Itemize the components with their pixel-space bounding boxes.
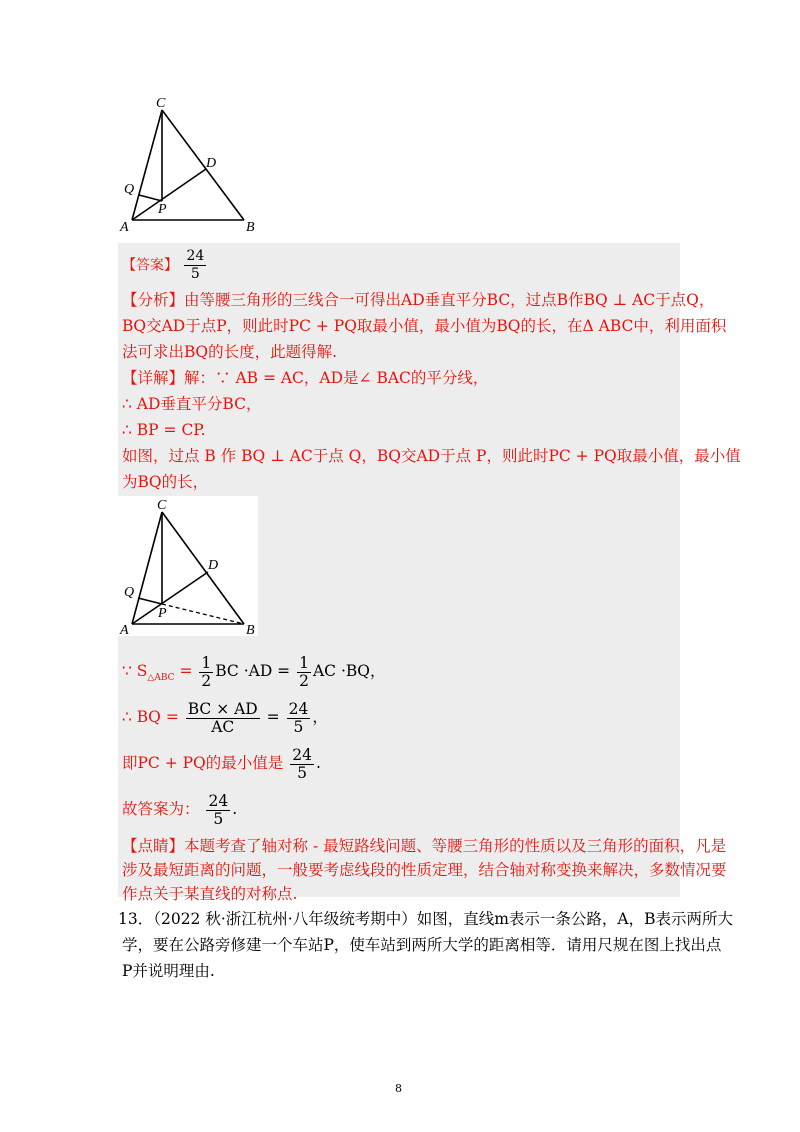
figure-triangle-1 (116, 94, 266, 234)
analysis-line-2: BQ交AD于点P，则此时PC + PQ取最小值，最小值为BQ的长，在Δ ABC中，利用面积 (122, 317, 727, 335)
point-line-2: 涉及最短距离的问题，一般要考虑线段的性质定理，结合轴对称变换来解决，多数情况要 (122, 861, 727, 879)
detail-label: 【详解】 (122, 369, 185, 387)
label-A: A (120, 623, 129, 636)
label-P: P (158, 202, 167, 217)
formula-area: ∵ $S_{\triangle ABC}$ = $\frac{1}{2}$ BC ·AD = $\frac{1}{2}$ AC ·BQ， (122, 653, 386, 690)
detail-line-3: ∴ BP = CP. (122, 421, 206, 439)
label-Q: Q (124, 585, 135, 600)
answer-line (122, 248, 208, 283)
analysis-label: 【分析】 (122, 291, 185, 309)
figure-triangle-2 (116, 494, 266, 636)
formula-bq: ∴ BQ = $\frac{BC \times AD}{AC}$ = $\frac{24}{5}$ ， (122, 699, 328, 736)
label-C: C (156, 96, 166, 111)
point-line-1: 【点睛】本题考查了轴对称 - 最短路线问题、等腰三角形的性质以及三角形的面积，凡是 (122, 837, 727, 855)
label-B: B (246, 623, 255, 636)
answer-fraction: $\frac{24}{5}$ (186, 248, 205, 282)
page-number: 8 (395, 1082, 402, 1095)
label-D: D (206, 156, 217, 171)
label-P: P (158, 606, 167, 621)
label-Q: Q (124, 182, 135, 197)
formula-min: 即PC + PQ的最小值是 $\frac{24}{5}$ . (122, 745, 321, 782)
label-D: D (208, 558, 219, 573)
analysis-line-1 (122, 290, 714, 310)
analysis-line-3: 法可求出BQ的长度，此题得解. (122, 343, 338, 361)
answer-label: 【答案】 (122, 257, 178, 274)
detail-line-4: 如图，过点 B 作 BQ ⊥ AC于点 Q，BQ交AD于点 P，则此时PC + PQ取最小值，最小值 (122, 447, 741, 465)
label-B: B (246, 220, 255, 234)
q13-line-1: 13．（2022 秋·浙江杭州·八年级统考期中）如图，直线m表示一条公路，A，B表示两所大 (118, 910, 733, 928)
detail-line-1 (122, 368, 488, 388)
q13-line-3: P并说明理由. (122, 962, 215, 980)
detail-line-5: 为BQ的长， (122, 473, 209, 491)
label-A: A (120, 220, 129, 234)
point-label: 【点睛】 (122, 837, 185, 855)
formula-answer: 故答案为： $\frac{24}{5}$ . (122, 791, 238, 828)
label-C: C (157, 498, 167, 513)
detail-text-1: 解：∵ AB = AC，AD是∠ BAC的平分线， (184, 369, 489, 387)
analysis-text-1: 由等腰三角形的三线合一可得出AD垂直平分BC，过点B作BQ ⊥ AC于点Q， (184, 291, 715, 309)
point-line-3: 作点关于某直线的对称点. (122, 885, 298, 903)
detail-line-2: ∴ AD垂直平分BC， (122, 395, 262, 413)
q13-line-2: 学，要在公路旁修建一个车站P，使车站到两所大学的距离相等．请用尺规在图上找出点 (122, 936, 722, 954)
